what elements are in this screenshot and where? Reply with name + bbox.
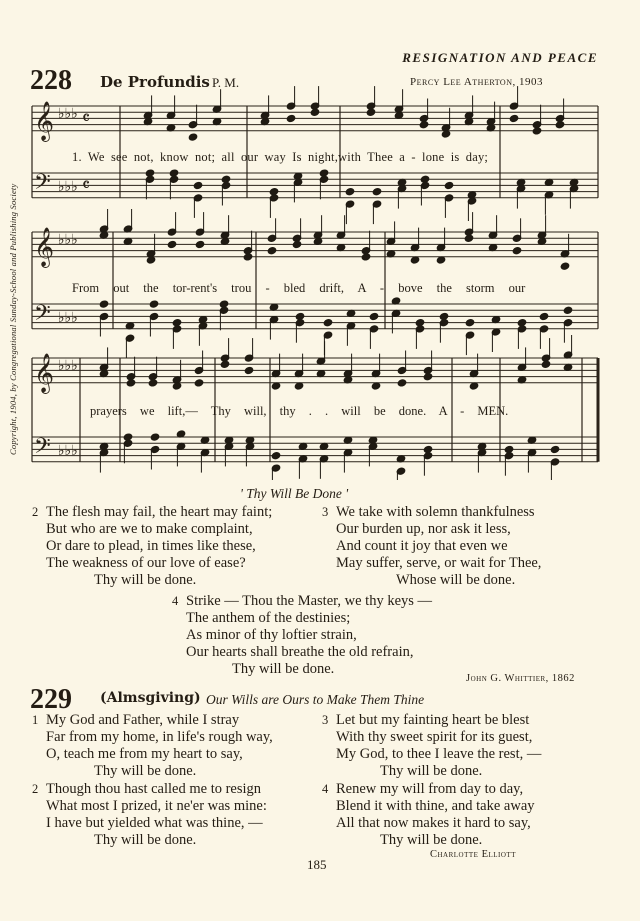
stanza-number: 2 xyxy=(32,505,39,519)
note-head xyxy=(243,253,253,261)
hymn-229-stanza-4 xyxy=(322,781,535,849)
note-head xyxy=(397,379,407,387)
note-head xyxy=(148,379,158,387)
time-signature: 𝄴 xyxy=(82,175,91,196)
note-head xyxy=(286,114,296,122)
note-head xyxy=(532,127,542,135)
note-head xyxy=(194,379,204,387)
verse-line: Our burden up, nor ask it less, xyxy=(336,521,511,537)
note-head xyxy=(465,319,475,327)
note-head xyxy=(423,373,433,381)
note-head xyxy=(369,312,379,320)
time-signature: 𝄴 xyxy=(82,108,91,129)
stanza-number: 4 xyxy=(172,594,179,608)
verse-line: Or dare to plead, in times like these, xyxy=(46,538,256,554)
hymn-228-stanza-3 xyxy=(322,504,541,589)
note-head xyxy=(188,133,198,141)
note-head xyxy=(271,452,281,460)
hymn-228-author: John G. Whittier, 1862 xyxy=(466,673,575,684)
note-head xyxy=(323,319,333,327)
hymn-229-tune-name: (Almsgiving) xyxy=(100,690,201,706)
hymn-228-stanza-2 xyxy=(32,504,272,589)
note-head xyxy=(560,262,570,270)
hymn-228-meter: P. M. xyxy=(212,75,240,90)
note-head xyxy=(444,181,454,189)
treble-clef: 𝄞 xyxy=(34,101,55,141)
verse-line: Thy will be done. xyxy=(94,832,197,848)
hymn-229-stanza-1 xyxy=(32,712,273,780)
note-head xyxy=(149,300,159,308)
hymn-228-tune-name: De Profundis xyxy=(100,73,210,91)
verse-line: I have but yielded what was thine, — xyxy=(46,815,263,831)
verse-line: We take with solemn thankfulness xyxy=(336,504,535,520)
note-head xyxy=(419,121,429,129)
verse-line: Thy will be done. xyxy=(94,763,197,779)
verse-line: The weakness of our love of ease? xyxy=(46,555,246,571)
bass-clef: 𝄢 xyxy=(34,170,51,200)
note-head xyxy=(512,247,522,255)
key-signature: ♭♭♭ xyxy=(58,106,78,122)
note-head xyxy=(150,433,160,441)
verse-line: The flesh may fail, the heart may faint; xyxy=(46,504,273,520)
verse-line: Thy will be done. xyxy=(94,572,197,588)
note-head xyxy=(244,366,254,374)
verse-line: Far from my home, in life's rough way, xyxy=(46,729,273,745)
verse-line: Thy will be done. xyxy=(380,832,483,848)
verse-line: Let but my fainting heart be blest xyxy=(336,712,530,728)
verse-line: All that now makes it hard to say, xyxy=(336,815,531,831)
note-head xyxy=(366,108,376,116)
note-head xyxy=(193,181,203,189)
stanza-number: 3 xyxy=(322,713,329,727)
verse-line: The anthem of the destinies; xyxy=(186,610,351,626)
verse-line: And count it joy that even we xyxy=(336,538,508,554)
note-head xyxy=(345,188,355,196)
key-signature: ♭♭♭ xyxy=(58,179,78,195)
verse-line: Strike — Thou the Master, we thy keys — xyxy=(186,593,433,609)
treble-clef: 𝄞 xyxy=(34,227,55,267)
hymn-228-number: 228 xyxy=(30,65,72,96)
stanza-number: 4 xyxy=(322,782,329,796)
verse-line: But who are we to make complaint, xyxy=(46,521,253,537)
stanza-number: 2 xyxy=(32,782,39,796)
verse-line: With thy sweet spirit for its guest, xyxy=(336,729,533,745)
verse-line: Though thou hast called me to resign xyxy=(46,781,262,797)
verse-line: Thy will be done. xyxy=(380,763,483,779)
key-signature: ♭♭♭ xyxy=(58,232,78,248)
lyrics-line-3: prayers we lift,— Thy will, thy . . will be done. A - MEN. xyxy=(90,404,509,418)
verse-line: As minor of thy loftier strain, xyxy=(186,627,357,643)
note-head xyxy=(310,108,320,116)
note-head xyxy=(292,240,302,248)
hymn-229-title: Our Wills are Ours to Make Them Thine xyxy=(206,692,425,707)
verse-line: Our hearts shall breathe the old refrain, xyxy=(186,644,414,660)
note-head xyxy=(372,188,382,196)
hymn-228-composer: Percy Lee Atherton, 1903 xyxy=(410,76,543,88)
key-signature: ♭♭♭ xyxy=(58,310,78,326)
note-head xyxy=(220,360,230,368)
stanza-number: 3 xyxy=(322,505,329,519)
verse-line: Thy will be done. xyxy=(232,661,335,677)
key-signature: ♭♭♭ xyxy=(58,358,78,374)
stanza-number: 1 xyxy=(32,713,39,727)
key-signature: ♭♭♭ xyxy=(58,443,78,459)
hymn-229-number: 229 xyxy=(30,684,72,715)
note-head xyxy=(167,240,177,248)
verse-line: My God, to thee I leave the rest, — xyxy=(336,746,542,762)
verse-line: What most I prized, it ne'er was mine: xyxy=(46,798,267,814)
verse-line: O, teach me from my heart to say, xyxy=(46,746,243,762)
verse-line: Blend it with thine, and take away xyxy=(336,798,535,814)
note-head xyxy=(563,306,573,314)
note-head xyxy=(464,234,474,242)
page-number: 185 xyxy=(307,857,327,872)
lyrics-line-2: From out the tor-rent's trou - bled drift, A - bove the storm our xyxy=(72,281,526,295)
note-head xyxy=(541,360,551,368)
hymn-228-caption: ' Thy Will Be Done ' xyxy=(240,486,349,501)
note-head xyxy=(267,247,277,255)
note-head xyxy=(195,240,205,248)
note-head xyxy=(361,253,371,261)
verse-line: Whose will be done. xyxy=(396,572,516,588)
verse-line: My God and Father, while I stray xyxy=(46,712,240,728)
note-head xyxy=(539,312,549,320)
note-head xyxy=(99,300,109,308)
hymn-229-author: Charlotte Elliott xyxy=(430,849,516,860)
bass-clef: 𝄢 xyxy=(34,434,51,464)
verse-line: May suffer, serve, or wait for Thee, xyxy=(336,555,542,571)
bass-clef: 𝄢 xyxy=(34,301,51,331)
hymn-229-stanza-2 xyxy=(32,781,267,849)
hymn-228-stanza-4 xyxy=(172,593,432,678)
lyrics-line-1: 1. We see not, know not; all our way Is night,with Thee a - lone is day; xyxy=(72,150,489,164)
verse-line: Renew my will from day to day, xyxy=(336,781,524,797)
treble-clef: 𝄞 xyxy=(34,353,55,393)
note-head xyxy=(555,121,565,129)
note-head xyxy=(550,445,560,453)
section-title: RESIGNATION AND PEACE xyxy=(402,50,598,65)
note-head xyxy=(126,379,136,387)
hymn-229-stanza-3 xyxy=(322,712,541,780)
note-head xyxy=(509,114,519,122)
copyright-notice: Copyright, 1904, by Congregational Sunday-School and Publishing Society xyxy=(8,183,18,455)
